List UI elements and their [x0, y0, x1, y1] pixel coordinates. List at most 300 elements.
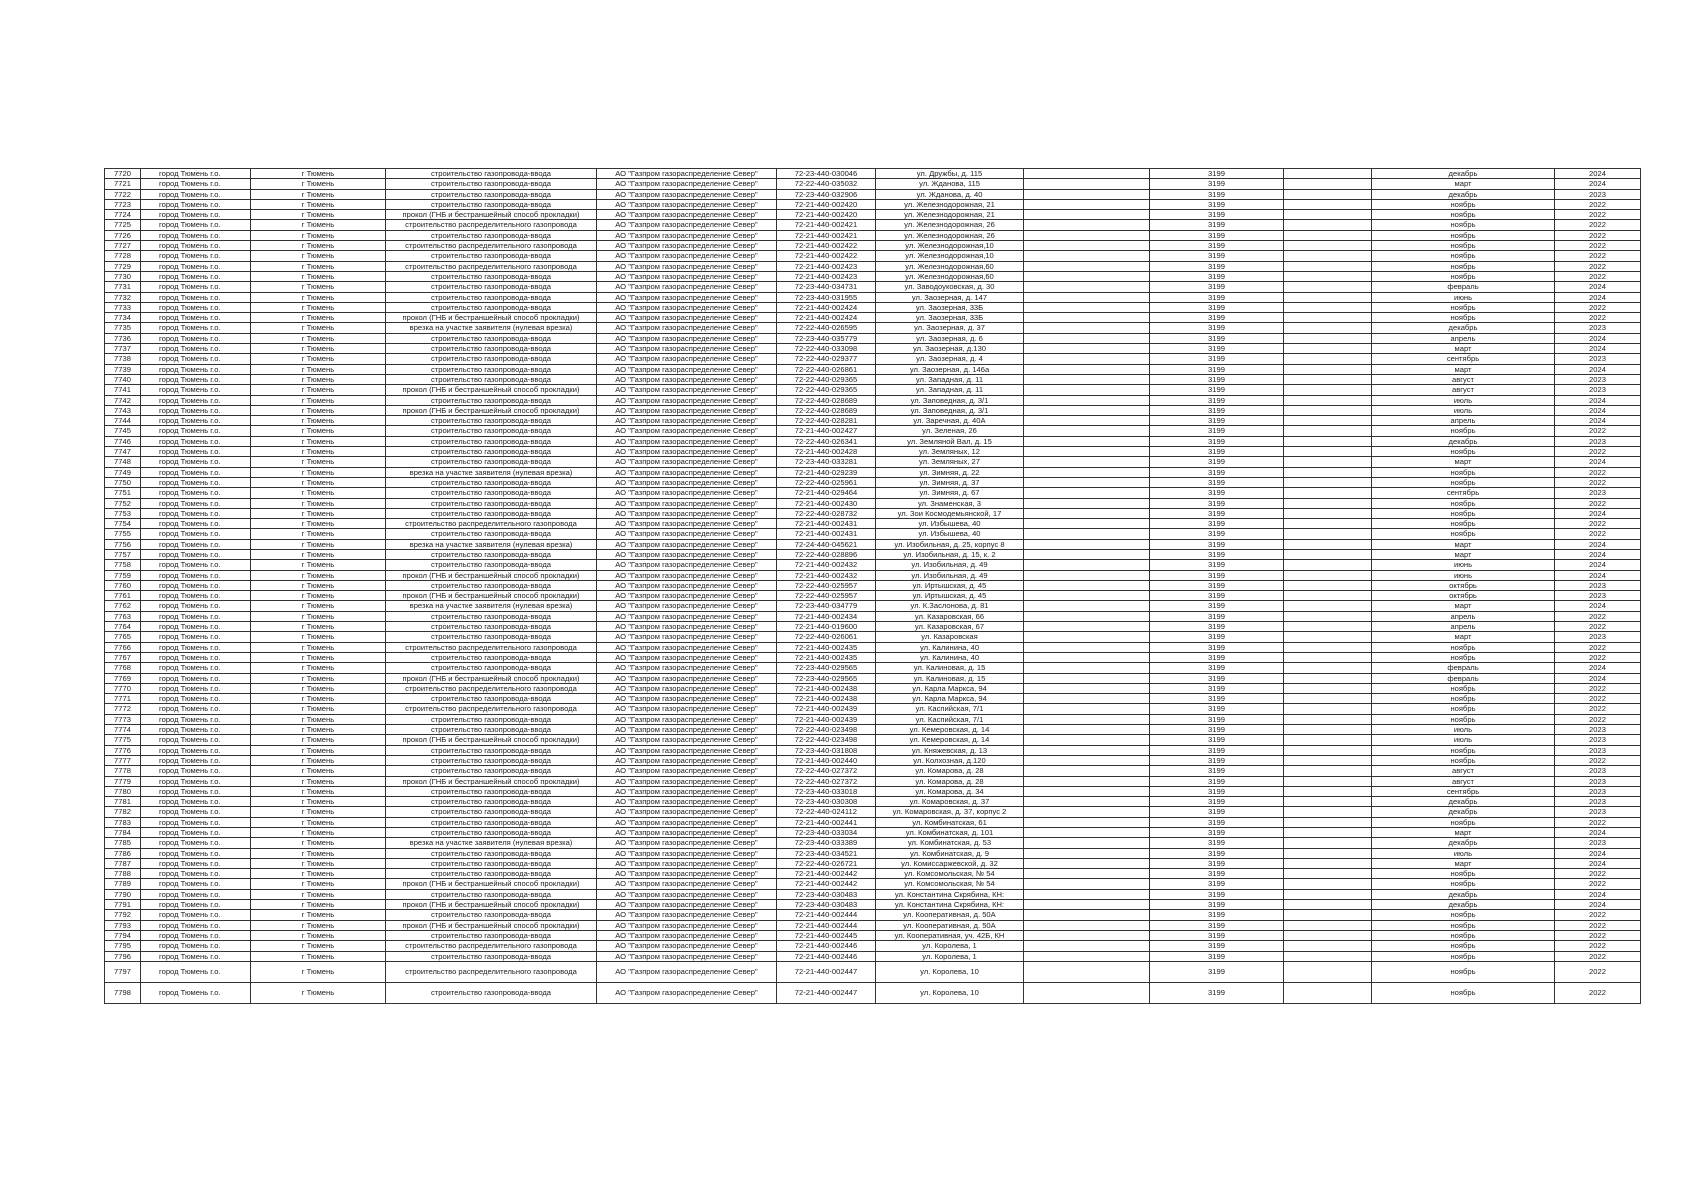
code-cell: 3199: [1150, 519, 1284, 529]
city-district-cell: город Тюмень г.о.: [141, 858, 251, 868]
table-row: [105, 652, 1641, 662]
empty-column-2-cell: [1284, 364, 1372, 374]
code-cell: 3199: [1150, 745, 1284, 755]
address-cell: ул. Комбинатская, д. 53: [876, 838, 1024, 848]
month-cell: март: [1372, 344, 1555, 354]
work-type-cell: строительство газопровода-ввода: [386, 426, 597, 436]
city-district-cell: город Тюмень г.о.: [141, 364, 251, 374]
year-cell: 2022: [1555, 261, 1641, 271]
work-type-cell: строительство газопровода-ввода: [386, 447, 597, 457]
work-type-cell: строительство газопровода-ввода: [386, 652, 597, 662]
city-district-cell: город Тюмень г.о.: [141, 498, 251, 508]
month-cell: июнь: [1372, 570, 1555, 580]
city-district-cell: город Тюмень г.о.: [141, 941, 251, 951]
year-cell: 2024: [1555, 395, 1641, 405]
table-row: [105, 838, 1641, 848]
organization-cell: АО "Газпром газораспределение Север": [597, 694, 777, 704]
year-cell: 2022: [1555, 230, 1641, 240]
organization-cell: АО "Газпром газораспределение Север": [597, 848, 777, 858]
empty-column-1-cell: [1024, 323, 1150, 333]
cadastral-number-cell: 72-21-440-002432: [777, 560, 876, 570]
organization-cell: АО "Газпром газораспределение Север": [597, 447, 777, 457]
table-row: [105, 642, 1641, 652]
address-cell: ул. Зеленая, 26: [876, 426, 1024, 436]
cadastral-number-cell: 72-21-440-002424: [777, 313, 876, 323]
address-cell: ул. Земляной Вал, д. 15: [876, 436, 1024, 446]
year-cell: 2024: [1555, 169, 1641, 179]
empty-column-2-cell: [1284, 838, 1372, 848]
city-district-cell: город Тюмень г.о.: [141, 797, 251, 807]
month-cell: апрель: [1372, 622, 1555, 632]
empty-column-1-cell: [1024, 869, 1150, 879]
code-cell: 3199: [1150, 704, 1284, 714]
settlement-cell: г Тюмень: [251, 467, 386, 477]
month-cell: апрель: [1372, 333, 1555, 343]
cadastral-number-cell: 72-23-440-033389: [777, 838, 876, 848]
settlement-cell: г Тюмень: [251, 889, 386, 899]
year-cell: 2022: [1555, 302, 1641, 312]
cadastral-number-cell: 72-21-440-002444: [777, 920, 876, 930]
code-cell: 3199: [1150, 869, 1284, 879]
settlement-cell: г Тюмень: [251, 374, 386, 384]
table-row: [105, 982, 1641, 1003]
city-district-cell: город Тюмень г.о.: [141, 313, 251, 323]
month-cell: ноябрь: [1372, 199, 1555, 209]
table-row: [105, 663, 1641, 673]
empty-column-1-cell: [1024, 673, 1150, 683]
empty-column-2-cell: [1284, 519, 1372, 529]
empty-column-1-cell: [1024, 333, 1150, 343]
city-district-cell: город Тюмень г.о.: [141, 786, 251, 796]
settlement-cell: г Тюмень: [251, 755, 386, 765]
year-cell: 2024: [1555, 549, 1641, 559]
year-cell: 2022: [1555, 869, 1641, 879]
cadastral-number-cell: 72-21-440-002423: [777, 271, 876, 281]
code-cell: 3199: [1150, 601, 1284, 611]
code-cell: 3199: [1150, 189, 1284, 199]
row-number-cell: 7748: [105, 457, 141, 467]
empty-column-1-cell: [1024, 817, 1150, 827]
cadastral-number-cell: 72-23-440-030046: [777, 169, 876, 179]
settlement-cell: г Тюмень: [251, 776, 386, 786]
row-number-cell: 7742: [105, 395, 141, 405]
code-cell: 3199: [1150, 961, 1284, 982]
city-district-cell: город Тюмень г.о.: [141, 395, 251, 405]
empty-column-2-cell: [1284, 951, 1372, 961]
settlement-cell: г Тюмень: [251, 498, 386, 508]
row-number-cell: 7750: [105, 477, 141, 487]
year-cell: 2023: [1555, 807, 1641, 817]
empty-column-2-cell: [1284, 580, 1372, 590]
empty-column-2-cell: [1284, 405, 1372, 415]
empty-column-2-cell: [1284, 416, 1372, 426]
code-cell: 3199: [1150, 241, 1284, 251]
row-number-cell: 7780: [105, 786, 141, 796]
code-cell: 3199: [1150, 488, 1284, 498]
row-number-cell: 7760: [105, 580, 141, 590]
code-cell: 3199: [1150, 591, 1284, 601]
organization-cell: АО "Газпром газораспределение Север": [597, 725, 777, 735]
settlement-cell: г Тюмень: [251, 508, 386, 518]
code-cell: 3199: [1150, 323, 1284, 333]
city-district-cell: город Тюмень г.о.: [141, 817, 251, 827]
row-number-cell: 7783: [105, 817, 141, 827]
settlement-cell: г Тюмень: [251, 344, 386, 354]
month-cell: март: [1372, 858, 1555, 868]
address-cell: ул. Заозерная, д.130: [876, 344, 1024, 354]
organization-cell: АО "Газпром газораспределение Север": [597, 869, 777, 879]
month-cell: август: [1372, 766, 1555, 776]
organization-cell: АО "Газпром газораспределение Север": [597, 220, 777, 230]
code-cell: 3199: [1150, 858, 1284, 868]
address-cell: ул. Казаровская: [876, 632, 1024, 642]
empty-column-1-cell: [1024, 344, 1150, 354]
table-row: [105, 951, 1641, 961]
settlement-cell: г Тюмень: [251, 714, 386, 724]
empty-column-2-cell: [1284, 508, 1372, 518]
code-cell: 3199: [1150, 549, 1284, 559]
month-cell: ноябрь: [1372, 755, 1555, 765]
work-type-cell: строительство газопровода-ввода: [386, 529, 597, 539]
settlement-cell: г Тюмень: [251, 199, 386, 209]
empty-column-1-cell: [1024, 714, 1150, 724]
row-number-cell: 7770: [105, 683, 141, 693]
table-row: [105, 611, 1641, 621]
month-cell: ноябрь: [1372, 498, 1555, 508]
table-row: [105, 807, 1641, 817]
organization-cell: АО "Газпром газораспределение Север": [597, 282, 777, 292]
empty-column-2-cell: [1284, 910, 1372, 920]
code-cell: 3199: [1150, 302, 1284, 312]
cadastral-number-cell: 72-21-440-002431: [777, 529, 876, 539]
work-type-cell: врезка на участке заявителя (нулевая врезка): [386, 601, 597, 611]
row-number-cell: 7768: [105, 663, 141, 673]
year-cell: 2024: [1555, 889, 1641, 899]
table-row: [105, 241, 1641, 251]
row-number-cell: 7771: [105, 694, 141, 704]
empty-column-1-cell: [1024, 447, 1150, 457]
address-cell: ул. Земляных, 27: [876, 457, 1024, 467]
organization-cell: АО "Газпром газораспределение Север": [597, 828, 777, 838]
city-district-cell: город Тюмень г.о.: [141, 930, 251, 940]
row-number-cell: 7764: [105, 622, 141, 632]
table-row: [105, 374, 1641, 384]
code-cell: 3199: [1150, 426, 1284, 436]
empty-column-1-cell: [1024, 807, 1150, 817]
table-row: [105, 477, 1641, 487]
year-cell: 2022: [1555, 210, 1641, 220]
year-cell: 2024: [1555, 663, 1641, 673]
city-district-cell: город Тюмень г.о.: [141, 828, 251, 838]
settlement-cell: г Тюмень: [251, 241, 386, 251]
month-cell: март: [1372, 632, 1555, 642]
work-type-cell: строительство распределительного газопровода: [386, 220, 597, 230]
empty-column-2-cell: [1284, 920, 1372, 930]
month-cell: март: [1372, 364, 1555, 374]
organization-cell: АО "Газпром газораспределение Север": [597, 199, 777, 209]
empty-column-1-cell: [1024, 663, 1150, 673]
empty-column-1-cell: [1024, 683, 1150, 693]
year-cell: 2022: [1555, 951, 1641, 961]
settlement-cell: г Тюмень: [251, 488, 386, 498]
address-cell: ул. Заповедная, д. 3/1: [876, 405, 1024, 415]
year-cell: 2024: [1555, 333, 1641, 343]
table-row: [105, 436, 1641, 446]
settlement-cell: г Тюмень: [251, 477, 386, 487]
empty-column-1-cell: [1024, 549, 1150, 559]
address-cell: ул. Жданова, 115: [876, 179, 1024, 189]
address-cell: ул. Земляных, 12: [876, 447, 1024, 457]
year-cell: 2022: [1555, 961, 1641, 982]
row-number-cell: 7736: [105, 333, 141, 343]
work-type-cell: строительство газопровода-ввода: [386, 807, 597, 817]
city-district-cell: город Тюмень г.о.: [141, 539, 251, 549]
organization-cell: АО "Газпром газораспределение Север": [597, 405, 777, 415]
cadastral-number-cell: 72-21-440-002447: [777, 961, 876, 982]
empty-column-1-cell: [1024, 426, 1150, 436]
code-cell: 3199: [1150, 611, 1284, 621]
month-cell: ноябрь: [1372, 271, 1555, 281]
address-cell: ул. Заводоуковская, д. 30: [876, 282, 1024, 292]
empty-column-2-cell: [1284, 622, 1372, 632]
address-cell: ул. Комаровская, д. 37, корпус 2: [876, 807, 1024, 817]
table-row: [105, 292, 1641, 302]
settlement-cell: г Тюмень: [251, 797, 386, 807]
address-cell: ул. Казаровская, 67: [876, 622, 1024, 632]
code-cell: 3199: [1150, 807, 1284, 817]
city-district-cell: город Тюмень г.о.: [141, 745, 251, 755]
organization-cell: АО "Газпром газораспределение Север": [597, 889, 777, 899]
code-cell: 3199: [1150, 622, 1284, 632]
cadastral-number-cell: 72-23-440-031808: [777, 745, 876, 755]
empty-column-2-cell: [1284, 879, 1372, 889]
city-district-cell: город Тюмень г.о.: [141, 622, 251, 632]
settlement-cell: г Тюмень: [251, 189, 386, 199]
address-cell: ул. Княжевская, д. 13: [876, 745, 1024, 755]
year-cell: 2022: [1555, 920, 1641, 930]
empty-column-2-cell: [1284, 457, 1372, 467]
empty-column-2-cell: [1284, 735, 1372, 745]
row-number-cell: 7739: [105, 364, 141, 374]
code-cell: 3199: [1150, 786, 1284, 796]
cadastral-number-cell: 72-22-440-029365: [777, 374, 876, 384]
code-cell: 3199: [1150, 220, 1284, 230]
empty-column-2-cell: [1284, 292, 1372, 302]
settlement-cell: г Тюмень: [251, 807, 386, 817]
empty-column-1-cell: [1024, 508, 1150, 518]
month-cell: декабрь: [1372, 889, 1555, 899]
cadastral-number-cell: 72-22-440-026595: [777, 323, 876, 333]
empty-column-1-cell: [1024, 611, 1150, 621]
address-cell: ул. Изобильная, д. 15, к. 2: [876, 549, 1024, 559]
month-cell: март: [1372, 539, 1555, 549]
city-district-cell: город Тюмень г.о.: [141, 869, 251, 879]
year-cell: 2022: [1555, 652, 1641, 662]
row-number-cell: 7724: [105, 210, 141, 220]
cadastral-number-cell: 72-21-440-002435: [777, 642, 876, 652]
settlement-cell: г Тюмень: [251, 951, 386, 961]
address-cell: ул. Калинина, 40: [876, 652, 1024, 662]
empty-column-1-cell: [1024, 560, 1150, 570]
city-district-cell: город Тюмень г.о.: [141, 725, 251, 735]
settlement-cell: г Тюмень: [251, 683, 386, 693]
empty-column-2-cell: [1284, 251, 1372, 261]
empty-column-2-cell: [1284, 961, 1372, 982]
city-district-cell: город Тюмень г.о.: [141, 642, 251, 652]
empty-column-1-cell: [1024, 282, 1150, 292]
cadastral-number-cell: 72-21-440-002424: [777, 302, 876, 312]
code-cell: 3199: [1150, 920, 1284, 930]
row-number-cell: 7731: [105, 282, 141, 292]
organization-cell: АО "Газпром газораспределение Север": [597, 807, 777, 817]
organization-cell: АО "Газпром газораспределение Север": [597, 508, 777, 518]
work-type-cell: строительство газопровода-ввода: [386, 199, 597, 209]
code-cell: 3199: [1150, 879, 1284, 889]
row-number-cell: 7777: [105, 755, 141, 765]
city-district-cell: город Тюмень г.о.: [141, 210, 251, 220]
empty-column-2-cell: [1284, 652, 1372, 662]
table-row: [105, 961, 1641, 982]
organization-cell: АО "Газпром газораспределение Север": [597, 395, 777, 405]
city-district-cell: город Тюмень г.о.: [141, 611, 251, 621]
settlement-cell: г Тюмень: [251, 179, 386, 189]
year-cell: 2024: [1555, 344, 1641, 354]
table-row: [105, 549, 1641, 559]
work-type-cell: строительство газопровода-ввода: [386, 580, 597, 590]
work-type-cell: прокол (ГНБ и бестраншейный способ прокладки): [386, 879, 597, 889]
month-cell: ноябрь: [1372, 920, 1555, 930]
row-number-cell: 7734: [105, 313, 141, 323]
row-number-cell: 7722: [105, 189, 141, 199]
table-row: [105, 199, 1641, 209]
empty-column-1-cell: [1024, 210, 1150, 220]
month-cell: декабрь: [1372, 189, 1555, 199]
year-cell: 2022: [1555, 683, 1641, 693]
table-row: [105, 519, 1641, 529]
empty-column-2-cell: [1284, 858, 1372, 868]
year-cell: 2022: [1555, 529, 1641, 539]
empty-column-1-cell: [1024, 601, 1150, 611]
table-row: [105, 900, 1641, 910]
empty-column-2-cell: [1284, 333, 1372, 343]
code-cell: 3199: [1150, 477, 1284, 487]
month-cell: июль: [1372, 395, 1555, 405]
cadastral-number-cell: 72-21-440-002427: [777, 426, 876, 436]
table-row: [105, 220, 1641, 230]
empty-column-1-cell: [1024, 169, 1150, 179]
month-cell: март: [1372, 179, 1555, 189]
year-cell: 2024: [1555, 282, 1641, 292]
cadastral-number-cell: 72-23-440-035779: [777, 333, 876, 343]
year-cell: 2022: [1555, 271, 1641, 281]
table-row: [105, 169, 1641, 179]
organization-cell: АО "Газпром газораспределение Север": [597, 858, 777, 868]
city-district-cell: город Тюмень г.о.: [141, 900, 251, 910]
code-cell: 3199: [1150, 683, 1284, 693]
row-number-cell: 7749: [105, 467, 141, 477]
work-type-cell: строительство газопровода-ввода: [386, 611, 597, 621]
empty-column-2-cell: [1284, 745, 1372, 755]
work-type-cell: врезка на участке заявителя (нулевая врезка): [386, 467, 597, 477]
row-number-cell: 7751: [105, 488, 141, 498]
cadastral-number-cell: 72-21-440-002421: [777, 220, 876, 230]
code-cell: 3199: [1150, 838, 1284, 848]
settlement-cell: г Тюмень: [251, 652, 386, 662]
row-number-cell: 7726: [105, 230, 141, 240]
cadastral-number-cell: 72-22-440-025961: [777, 477, 876, 487]
organization-cell: АО "Газпром газораспределение Север": [597, 766, 777, 776]
cadastral-number-cell: 72-21-440-002444: [777, 910, 876, 920]
table-body: [105, 169, 1641, 1004]
empty-column-2-cell: [1284, 797, 1372, 807]
row-number-cell: 7721: [105, 179, 141, 189]
row-number-cell: 7755: [105, 529, 141, 539]
work-type-cell: строительство газопровода-ввода: [386, 477, 597, 487]
empty-column-1-cell: [1024, 652, 1150, 662]
address-cell: ул. Иртышская, д. 45: [876, 580, 1024, 590]
year-cell: 2023: [1555, 745, 1641, 755]
empty-column-1-cell: [1024, 889, 1150, 899]
cadastral-number-cell: 72-21-440-002442: [777, 879, 876, 889]
organization-cell: АО "Газпром газораспределение Север": [597, 941, 777, 951]
organization-cell: АО "Газпром газораспределение Север": [597, 817, 777, 827]
month-cell: ноябрь: [1372, 941, 1555, 951]
empty-column-1-cell: [1024, 900, 1150, 910]
empty-column-2-cell: [1284, 374, 1372, 384]
work-type-cell: строительство газопровода-ввода: [386, 910, 597, 920]
settlement-cell: г Тюмень: [251, 560, 386, 570]
year-cell: 2022: [1555, 704, 1641, 714]
month-cell: июль: [1372, 848, 1555, 858]
year-cell: 2024: [1555, 539, 1641, 549]
address-cell: ул. Кооперативная, уч. 42Б, КН: [876, 930, 1024, 940]
empty-column-1-cell: [1024, 591, 1150, 601]
work-type-cell: строительство газопровода-ввода: [386, 797, 597, 807]
settlement-cell: г Тюмень: [251, 395, 386, 405]
row-number-cell: 7747: [105, 447, 141, 457]
empty-column-2-cell: [1284, 869, 1372, 879]
address-cell: ул. Комиссаржевской, д. 32: [876, 858, 1024, 868]
row-number-cell: 7791: [105, 900, 141, 910]
city-district-cell: город Тюмень г.о.: [141, 632, 251, 642]
row-number-cell: 7759: [105, 570, 141, 580]
code-cell: 3199: [1150, 694, 1284, 704]
address-cell: ул. Заозерная, д. 147: [876, 292, 1024, 302]
table-row: [105, 251, 1641, 261]
month-cell: ноябрь: [1372, 477, 1555, 487]
city-district-cell: город Тюмень г.о.: [141, 560, 251, 570]
table-row: [105, 910, 1641, 920]
table-row: [105, 683, 1641, 693]
settlement-cell: г Тюмень: [251, 704, 386, 714]
cadastral-number-cell: 72-21-440-002422: [777, 241, 876, 251]
cadastral-number-cell: 72-22-440-026721: [777, 858, 876, 868]
empty-column-2-cell: [1284, 210, 1372, 220]
year-cell: 2022: [1555, 519, 1641, 529]
settlement-cell: г Тюмень: [251, 591, 386, 601]
code-cell: 3199: [1150, 766, 1284, 776]
empty-column-2-cell: [1284, 766, 1372, 776]
work-type-cell: строительство газопровода-ввода: [386, 725, 597, 735]
year-cell: 2023: [1555, 725, 1641, 735]
city-district-cell: город Тюмень г.о.: [141, 519, 251, 529]
month-cell: сентябрь: [1372, 488, 1555, 498]
empty-column-2-cell: [1284, 282, 1372, 292]
year-cell: 2024: [1555, 416, 1641, 426]
table-row: [105, 755, 1641, 765]
empty-column-2-cell: [1284, 199, 1372, 209]
empty-column-2-cell: [1284, 889, 1372, 899]
